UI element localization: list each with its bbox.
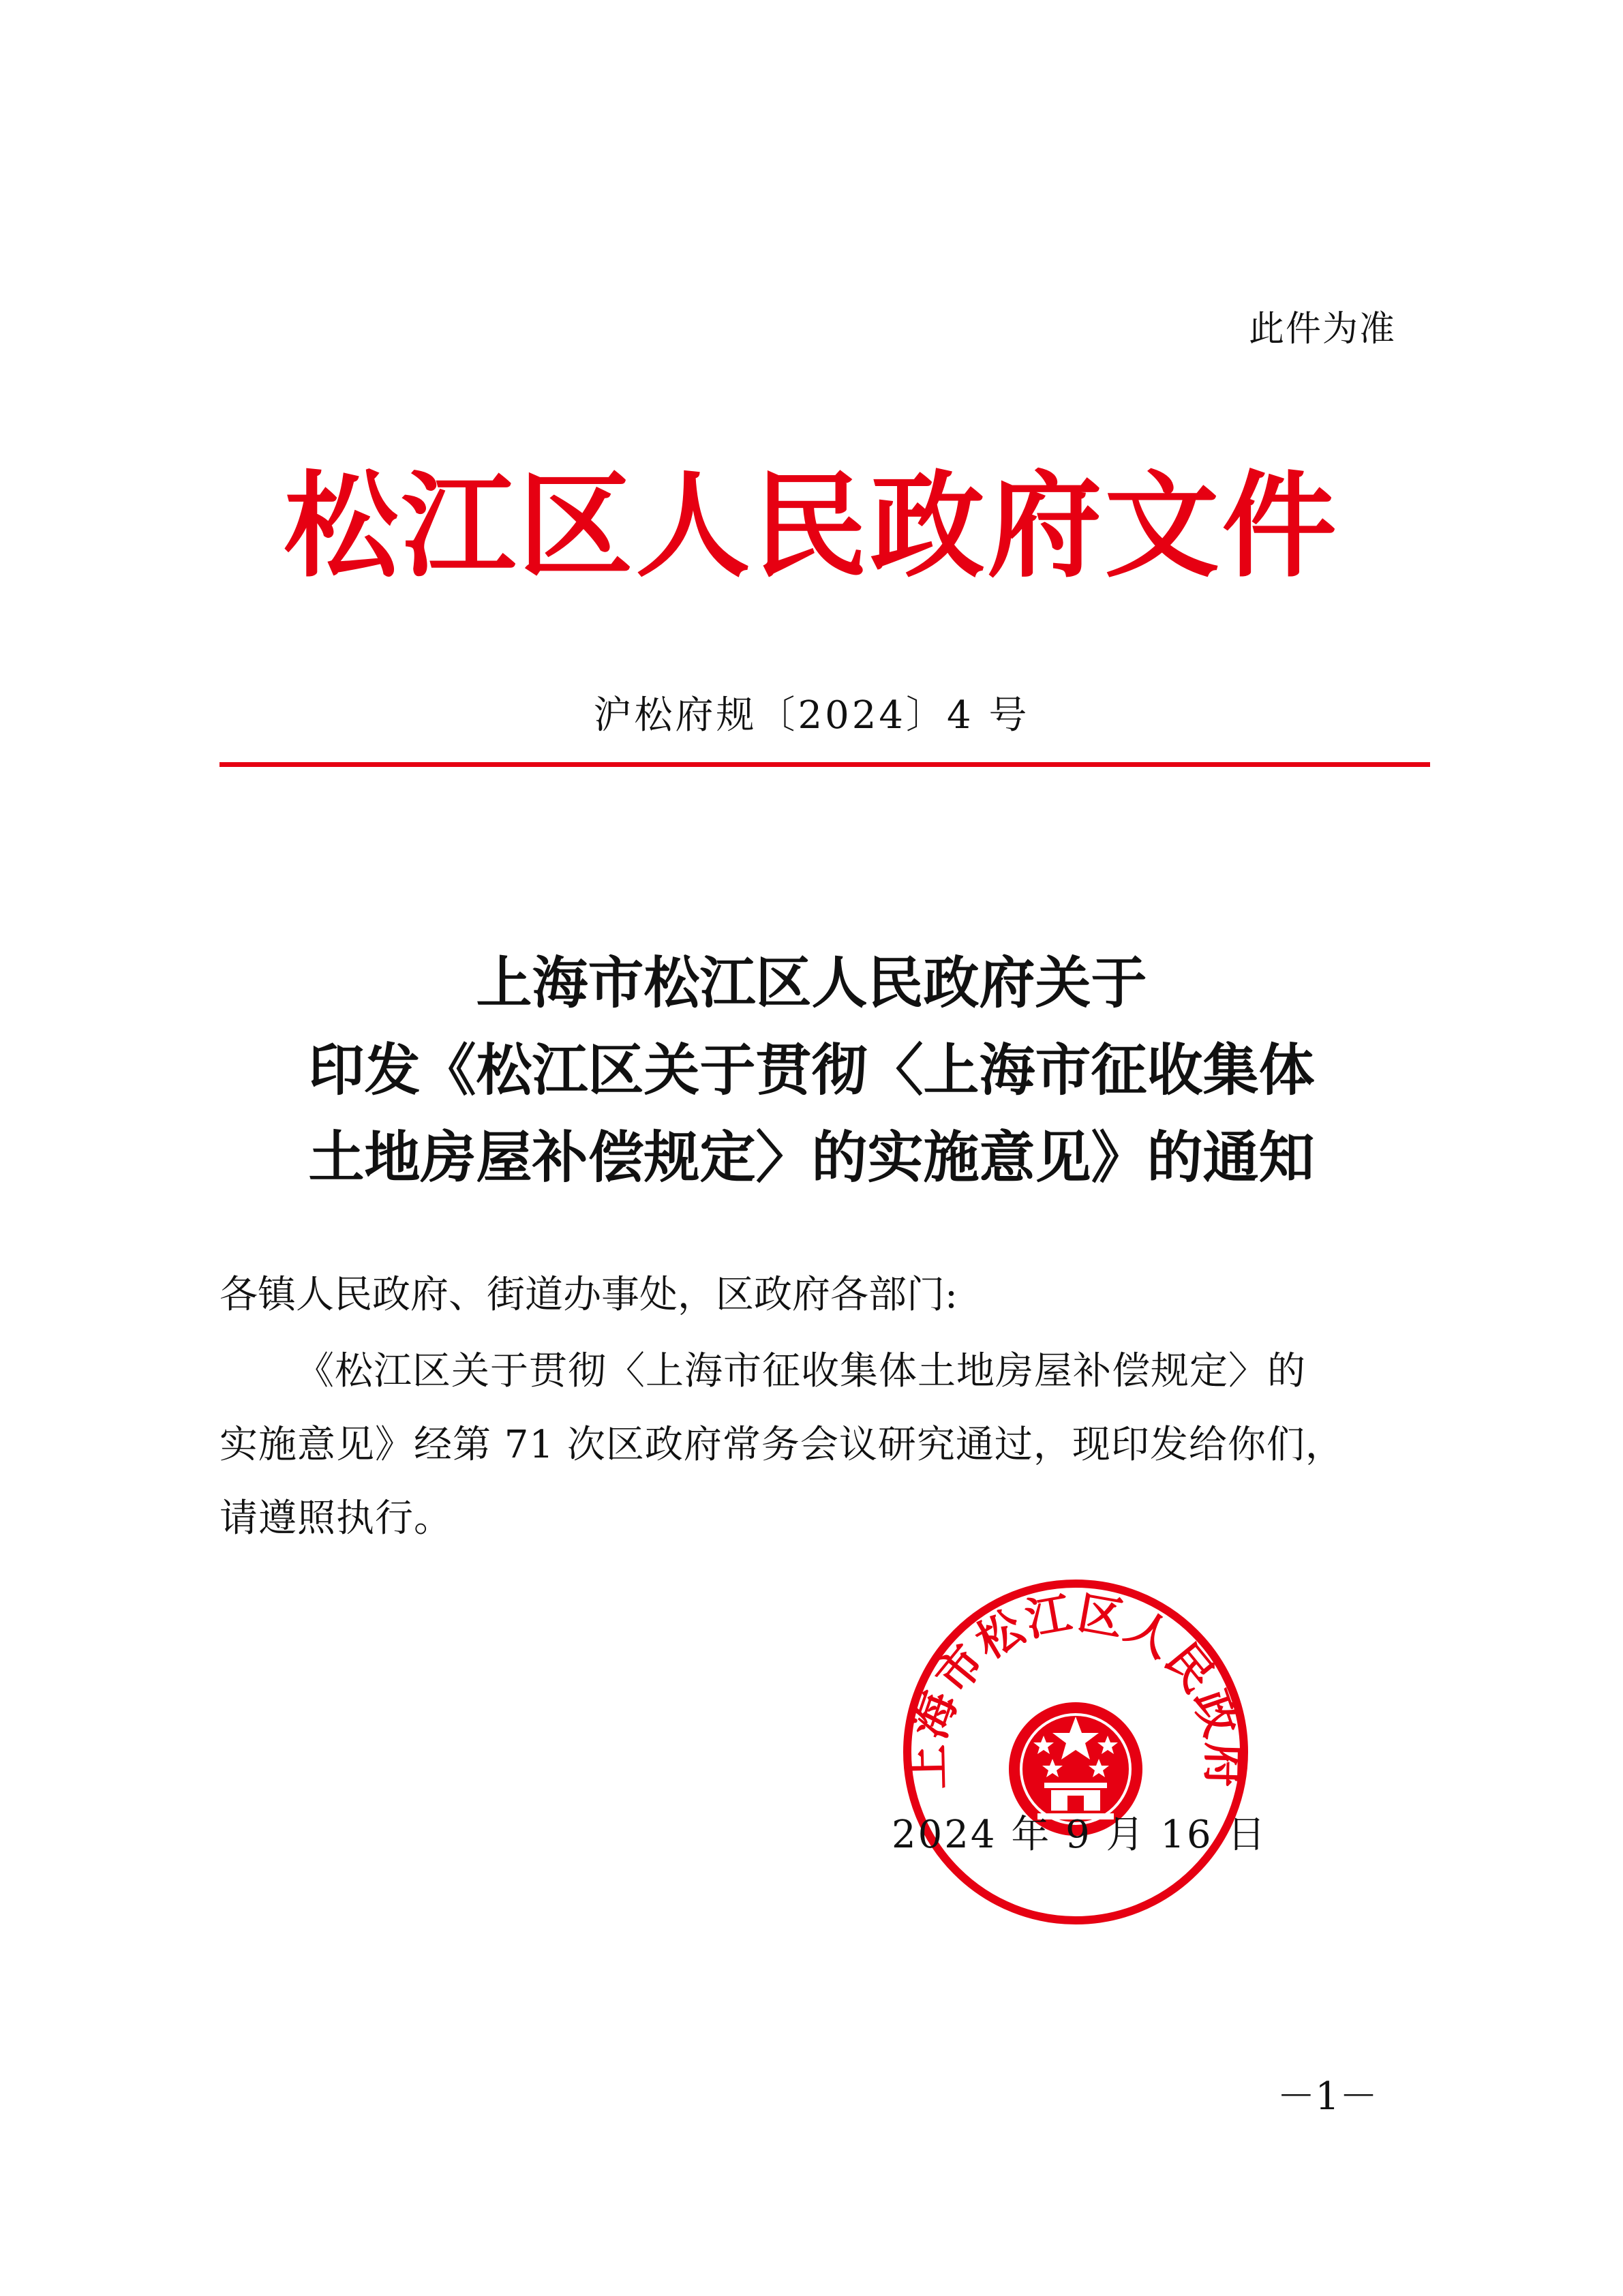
document-title xyxy=(0,939,1623,1201)
title-line-1: 上海市松江区人民政府关于 xyxy=(476,950,1147,1016)
seal-text: 上海市松江区人民政府 xyxy=(900,1586,1251,1790)
title-line-2: 印发《松江区关于贯彻〈上海市征收集体 xyxy=(308,1038,1315,1103)
document-number: 沪松府规〔2024〕4 号 xyxy=(593,693,1030,738)
body-line-3: 请遵照执行。 xyxy=(219,1496,453,1541)
authority-note: 此件为准 xyxy=(1248,309,1396,350)
body-paragraph xyxy=(219,1335,1430,1556)
title-line-3: 土地房屋补偿规定〉的实施意见》的通知 xyxy=(308,1125,1315,1190)
signing-date: 2024 年 9 月 16 日 xyxy=(892,1813,1268,1857)
body-line-1: 《松江区关于贯彻〈上海市征收集体土地房屋补偿规定〉的 xyxy=(296,1349,1306,1393)
body-line-2: 实施意见》经第 71 次区政府常务会议研究通过，现印发给你们， xyxy=(219,1423,1344,1467)
official-seal xyxy=(898,1575,1253,1929)
page-number: －1－ xyxy=(1277,2074,1378,2119)
salutation: 各镇人民政府、街道办事处，区政府各部门: xyxy=(219,1273,958,1317)
red-divider-line xyxy=(219,762,1430,767)
issuer-header: 松江区人民政府文件 xyxy=(284,459,1339,593)
